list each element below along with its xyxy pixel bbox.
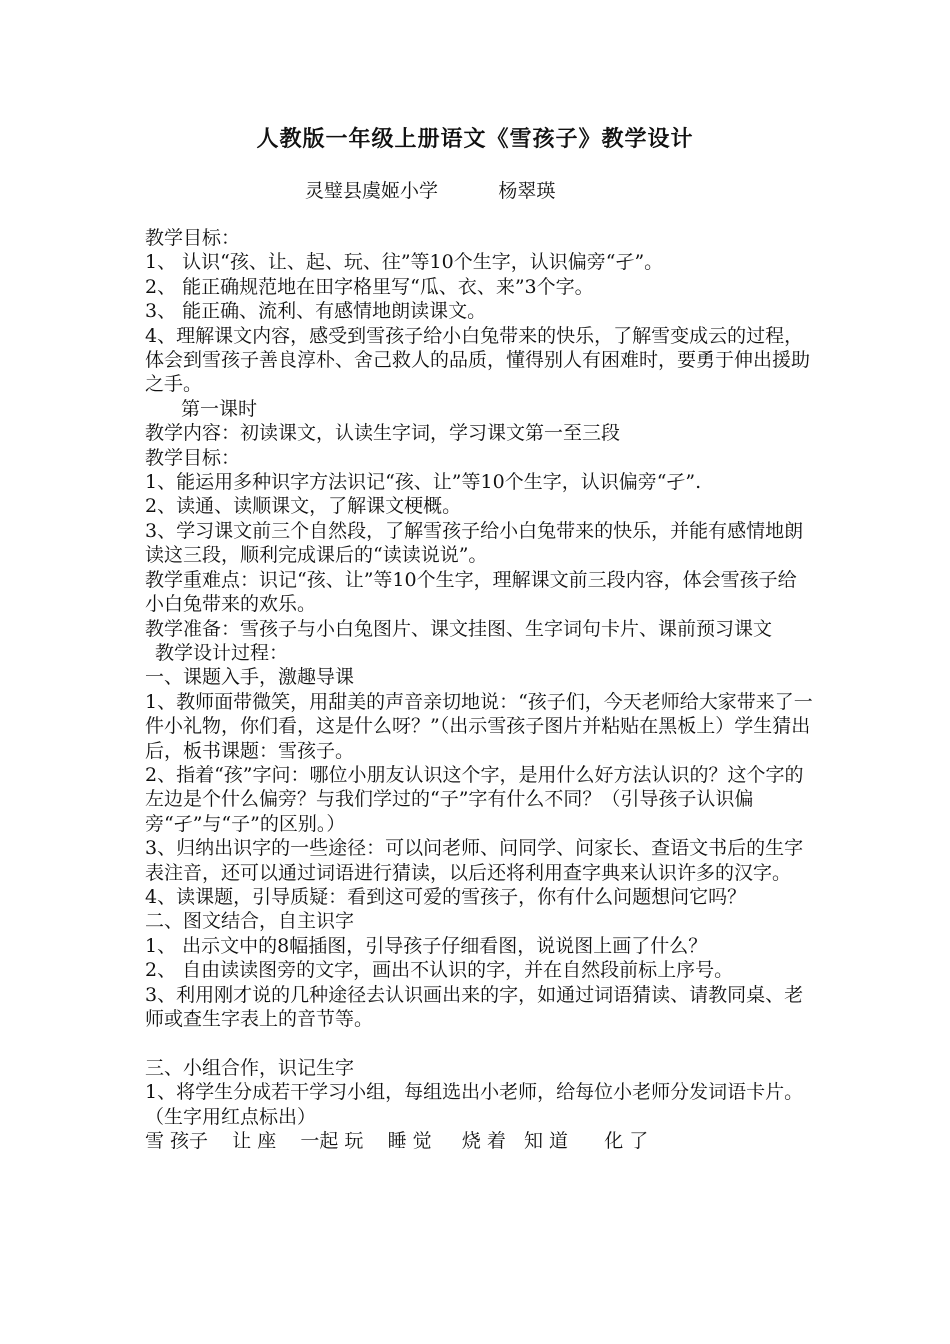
step-2-item-3: 3、利用刚才说的几种途径去认识画出来的字，如通过词语猜读、请教同桌、老师或查生字表上的音节等。 [145, 983, 804, 1030]
step-2-item-2: 2、 自由读读图旁的文字，画出不认识的字，并在自然段前标上序号。 [145, 959, 734, 982]
step-3-item-1: 1、将学生分成若干学习小组，每组选出小老师，给每位小老师分发词语卡片。（生字用红点标出） [145, 1081, 804, 1128]
lesson-objective-2: 2、读通、读顺课文，了解课文梗概。 [145, 495, 462, 518]
step-1-item-4: 4、读课题，引导质疑：看到这可爱的雪孩子，你有什么问题想问它吗？ [145, 885, 747, 908]
step-1-heading: 一、课题入手，激趣导课 [145, 666, 355, 689]
key-difficulties: 教学重难点：识记“孩、让”等10个生字，理解课文前三段内容，体会雪孩子给小白兔带来的欢乐。 [145, 568, 797, 616]
lesson-objectives-heading: 教学目标： [145, 446, 241, 469]
step-2-item-1: 1、 出示文中的8幅插图，引导孩子仔细看图，说说图上画了什么？ [145, 934, 708, 957]
document-body [145, 226, 813, 1153]
step-2-heading: 二、图文结合，自主识字 [145, 910, 355, 933]
process-heading: 教学设计过程： [155, 641, 289, 664]
author-line: 灵璧县虞姬小学 杨翠瑛 [305, 180, 556, 202]
lesson-content: 教学内容：初读课文，认读生字词，学习课文第一至三段 [145, 422, 621, 445]
step-3-heading: 三、小组合作，识记生字 [145, 1056, 355, 1079]
step-1-item-2: 2、指着“孩”字问：哪位小朋友认识这个字，是用什么好方法认识的？这个字的左边是个什么偏旁？与我们学过的“子”字有什么不同？（引导孩子认识偏旁“孑”与“子”的区别。） [145, 763, 804, 835]
section-heading-objectives: 教学目标： [145, 227, 241, 249]
vocabulary-words-line: 雪 孩子 让 座 一起 玩 睡 觉 烧 着 知 道 化 了 [145, 1130, 649, 1153]
step-1-item-3: 3、归纳出识字的一些途径：可以问老师、问同学、问家长、查语文书后的生字表注音，还可以通过词语进行猜读，以后还将利用查字典来认识许多的汉字。 [145, 837, 804, 884]
objective-item-1: 1、 认识“孩、让、起、玩、往”等10个生字，认识偏旁“孑”。 [145, 251, 664, 274]
lesson-heading: 第一课时 [181, 397, 258, 420]
document-title: 人教版一年级上册语文《雪孩子》教学设计 [256, 126, 694, 152]
objective-item-3: 3、 能正确、流利、有感情地朗读课文。 [145, 300, 487, 323]
objective-item-4: 4、理解课文内容，感受到雪孩子给小白兔带来的快乐，了解雪变成云的过程，体会到雪孩子善良淳朴、舍己救人的品质，懂得别人有困难时，要勇于伸出援助之手。 [145, 324, 811, 396]
lesson-objective-3: 3、学习课文前三个自然段，了解雪孩子给小白兔带来的快乐，并能有感情地朗读这三段，顺利完成课后的“读读说说”。 [145, 519, 804, 567]
teaching-preparation: 教学准备：雪孩子与小白兔图片、课文挂图、生字词句卡片、课前预习课文 [145, 617, 773, 640]
objective-item-2: 2、 能正确规范地在田字格里写“瓜、衣、来”3个字。 [145, 275, 594, 298]
step-1-item-1: 1、教师面带微笑，用甜美的声音亲切地说：“孩子们，今天老师给大家带来了一件小礼物，你们看，这是什么呀？”（出示雪孩子图片并粘贴在黑板上）学生猜出后，板书课题：雪孩子。 [145, 690, 813, 762]
blank-line [145, 1031, 813, 1055]
lesson-objective-1: 1、能运用多种识字方法识记“孩、让”等10个生字，认识偏旁“孑”. [145, 471, 702, 494]
